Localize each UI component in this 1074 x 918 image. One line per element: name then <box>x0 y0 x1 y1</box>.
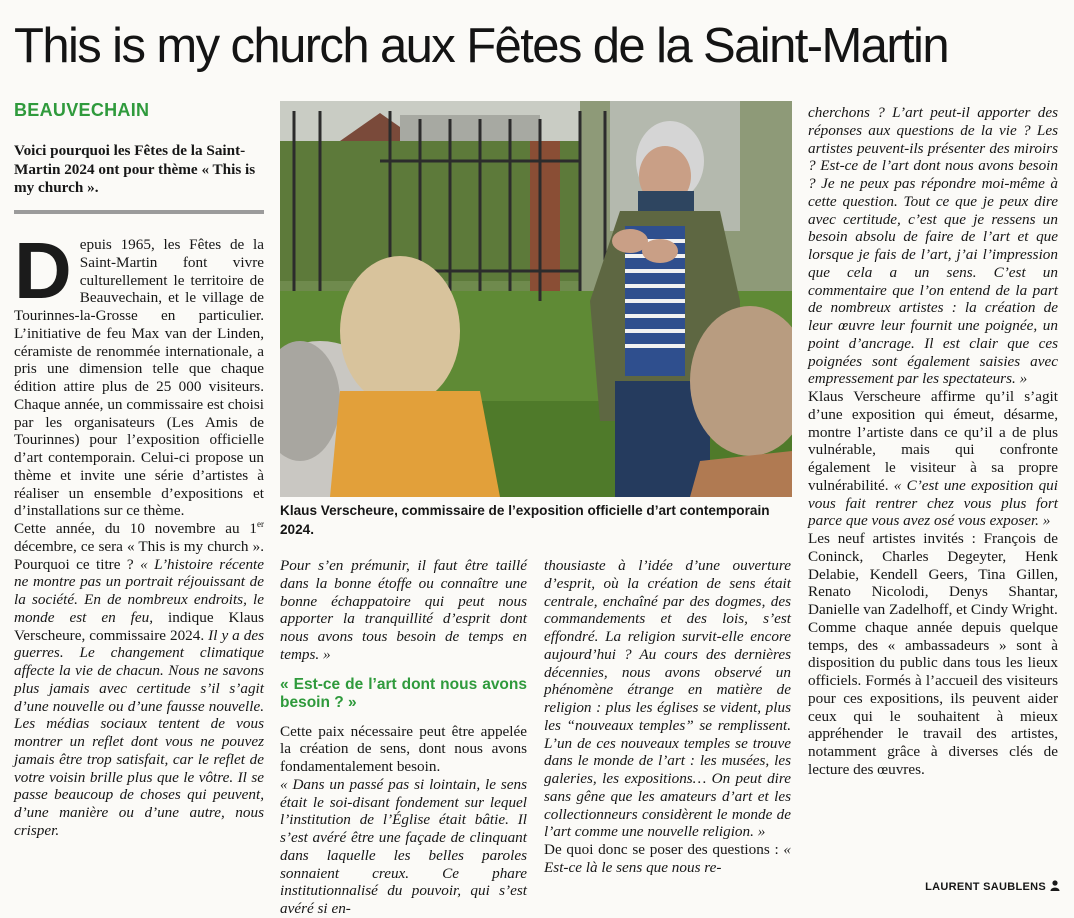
column-1 <box>14 226 264 840</box>
section-label: BEAUVECHAIN <box>14 100 150 120</box>
column-3 <box>544 557 791 877</box>
quote-text: thousiaste à l’idée d’une ouverture d’esprit, où la création de sens était centrale, enchaîné par des dogmes, des commandements et des lois, s’est effondré. La religion survit-elle encore aujourd’hui ? Au cours des dernières décennies, nous avons observé un phénomène étrange en matière de religion : plus les églises se vident, plus les “nouveaux temples” se remplissent. L’un de ces nouveaux temples se trouve dans le monde de l’art : les musées, les galeries, les expositions… On peut dire sans gêne que les amateurs d’art et les collectionneurs considèrent le monde de l’art comme une nouvelle religion. » <box>544 557 791 841</box>
photo-illustration <box>280 101 792 497</box>
body-text: Cette année, du 10 novembre au 1 <box>14 520 257 537</box>
body-paragraph <box>808 388 1058 530</box>
intertitle: « Est-ce de l’art dont nous avons besoin ? » <box>280 675 527 711</box>
body-paragraph <box>14 226 264 520</box>
headline: This is my church aux Fêtes de la Saint-Martin <box>14 19 948 73</box>
lead-divider <box>14 210 264 214</box>
article-photo <box>280 101 792 497</box>
column-2 <box>280 557 527 918</box>
column-4 <box>808 104 1058 779</box>
quote-text: « Dans un passé pas si lointain, le sens était le soi-disant fondement sur lequel l’institution de l’Église était bâtie. Il s’est avéré être une façade de clinquant dans laquelle les belles paroles sonnaient creux. Ce phare institutionnalisé du pouvoir, qui s’est avéré si en- <box>280 775 527 917</box>
body-paragraph: Comme chaque année depuis quelque temps, des « ambassadeurs » sont à disposition du public dans tous les lieux officiels. Formés à l’accueil des visiteurs pour ces expositions, ils peuvent aider ceux qui le souhaitent à mieux appréhender le travail des artistes, notamment grâce à diverses clés de lecture des œuvres. <box>808 618 1058 778</box>
body-paragraph <box>544 841 791 877</box>
byline <box>925 880 1060 894</box>
body-text: epuis 1965, les Fêtes de la Saint-Martin font vivre culturellement le territoire de Beauvechain, et le village de Tourinnes-la-Grosse en particulier. L’initiative de feu Max van der Linden, céramiste de renommée internationale, a pris une dimension telle que chaque édition attire plus de 25 000 visiteurs. Chaque année, un commissaire est choisi par les organisateurs (Les Amis de Tourinnes) pour l’exposition officielle d’art contemporain. Celui-ci propose un thème et invite une série d’artistes à réaliser un ensemble d’expositions et d’installations sur ce thème. <box>14 236 264 520</box>
author-name: LAURENT SAUBLENS <box>925 881 1046 893</box>
quote-text: Pour s’en prémunir, il faut être taillé dans la bonne étoffe ou connaître une bonne échappatoire qui peut nous apporter la tranquillité d’esprit dont nous avons tous besoin de temps en temps. » <box>280 557 527 663</box>
body-paragraph: Les neuf artistes invités : François de Coninck, Charles Degeyter, Henk Delabie, Kendell Geers, Tina Gillen, Renato Nicolodi, Denys Shantar, Danielle van Zadelhoff, et Cindy Wright. <box>808 530 1058 618</box>
body-text: De quoi donc se poser des questions : <box>544 841 784 858</box>
photo-caption: Klaus Verscheure, commissaire de l’exposition officielle d’art contemporain 2024. <box>280 503 770 537</box>
body-text: décembre, ce sera « This is my church ». Pourquoi ce titre ? <box>14 537 264 573</box>
superscript: er <box>257 518 264 529</box>
lead-paragraph: Voici pourquoi les Fêtes de la Saint-Martin 2024 ont pour thème « This is my church ». <box>14 142 256 196</box>
quote-text: « C’est une exposition qui vous fait rentrer chez vous plus fort parce que vous avez osé vous exposer. » <box>808 476 1058 530</box>
body-text: indique Klaus Verscheure, commissaire 2024. <box>14 608 264 644</box>
quote-text: cherchons ? L’art peut-il apporter des réponses aux questions de la vie ? Les artistes peuvent-ils présenter des miroirs ? Est-ce de l’art dont nous avons besoin ? Je ne peux pas répondre moi-même à cette question. Tout ce que je peux dire avec certitude, c’est que je ressens un besoin absolu de faire de l’art et que lorsque je fais de l’art, j’ai l’impression que cela a un sens. C’est un commentaire que l’on entend de la part de nombreux artistes : la création de leur œuvre leur fournit une poignée, un point d’ancrage. Il est clair que ces poignées sont également saisies avec empressement par les spectateurs. » <box>808 104 1058 388</box>
body-text: Klaus Verscheure affirme qu’il s’agit d’une exposition qui émeut, désarme, montre l’artiste dans ce qu’il a de plus vulnérable, mais qui confronte également le visiteur à sa propre vulnérabilité. <box>808 388 1058 494</box>
quote-text: Il y a des guerres. Le changement climatique affecte la vie de chacun. Nous ne savons plus jamais avec certitude s’il s’agit d’une nouvelle ou d’une fausse nouvelle. Les médias sociaux tentent de vous montrer un reflet dont vous ne pouvez jamais être trop satisfait, car le reflet de votre voisin brille plus que le vôtre. Il se passe beaucoup de choses qui peuvent, d’une manière ou d’une autre, nous crisper. <box>14 626 264 839</box>
body-paragraph: Cette paix nécessaire peut être appelée la création de sens, dont nous avons fondamentalement besoin. <box>280 722 527 775</box>
quote-text: « Est-ce là le sens que nous re- <box>544 841 791 876</box>
person-icon <box>1050 880 1060 894</box>
drop-cap: D <box>14 226 72 315</box>
quote-text: « L’histoire récente ne montre pas un portrait réjouissant de la société. En de nombreux endroits, le monde est en feu, <box>14 555 264 626</box>
body-paragraph <box>14 520 264 840</box>
